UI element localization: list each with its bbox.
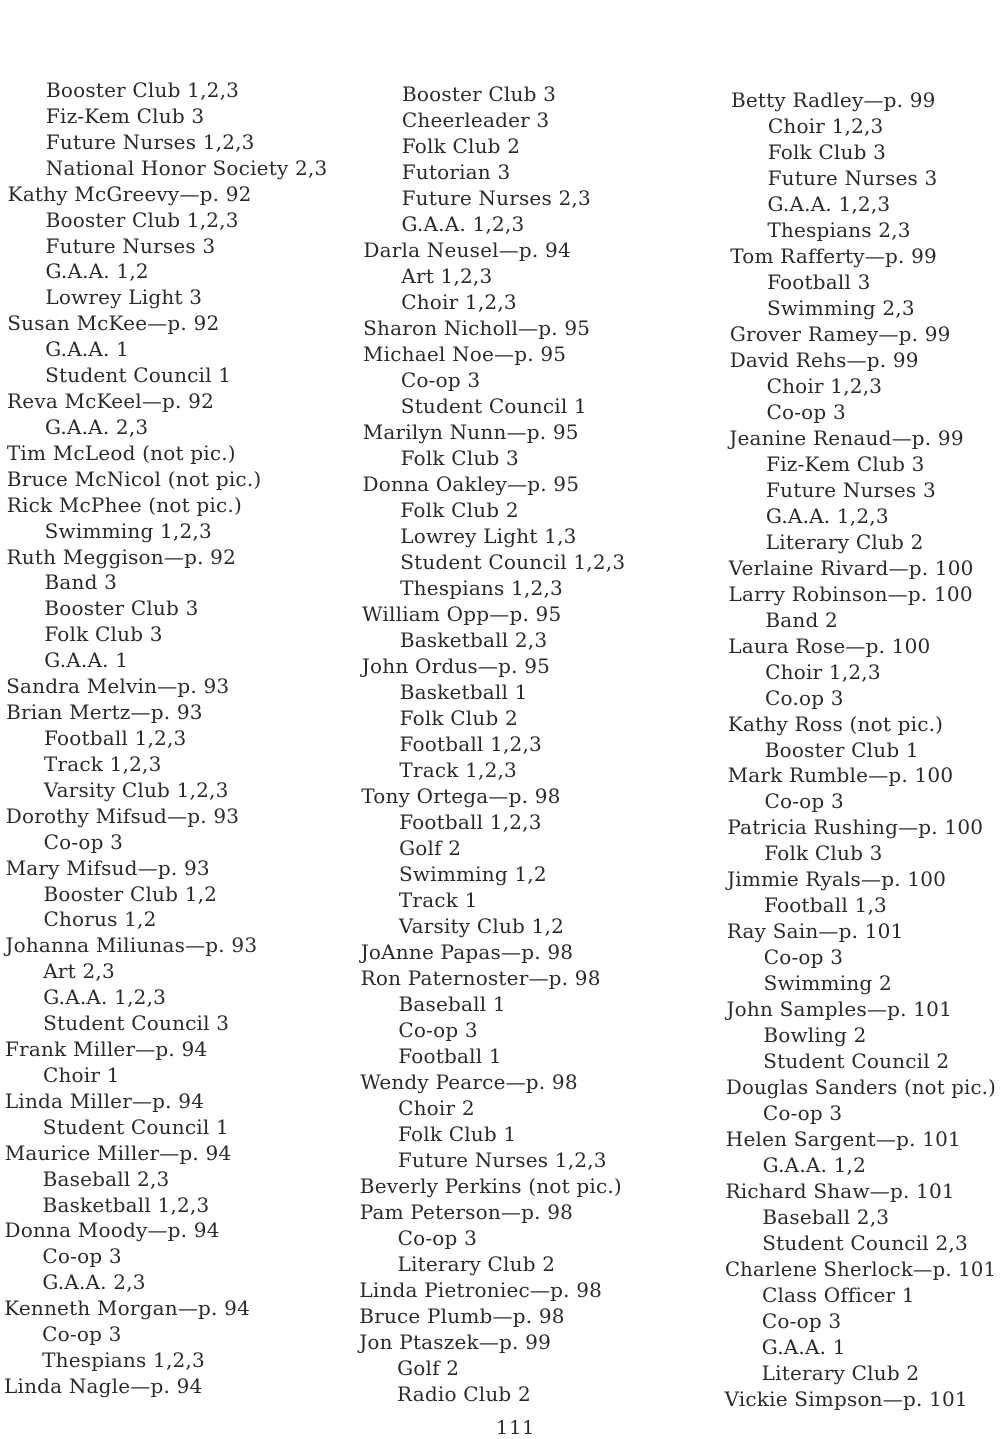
- activity-entry: Folk Club 1: [398, 1122, 517, 1146]
- activity-entry: Booster Club 1,2,3: [45, 207, 239, 232]
- activity-entry: Varsity Club 1,2: [398, 914, 564, 938]
- activity-entry: Thespians 1,2,3: [400, 576, 563, 600]
- activity-entry: Radio Club 2: [397, 1382, 531, 1406]
- student-name: Reva McKeel—p. 92: [7, 389, 215, 414]
- activity-entry: Co-op 3: [400, 368, 481, 392]
- activity-entry: G.A.A. 1: [45, 337, 130, 362]
- activity-entry: Swimming 2: [763, 971, 892, 996]
- activity-entry: Lowrey Light 1,3: [400, 524, 577, 548]
- student-name: Donna Oakley—p. 95: [362, 472, 580, 496]
- student-name: David Rehs—p. 99: [729, 347, 919, 372]
- activity-entry: Co-op 3: [766, 399, 846, 424]
- activity-entry: Chorus 1,2: [43, 907, 157, 932]
- activity-entry: G.A.A. 1,2: [45, 259, 149, 284]
- activity-entry: Choir 2: [398, 1096, 475, 1120]
- student-name: Michael Noe—p. 95: [363, 342, 567, 366]
- activity-entry: G.A.A. 1,2,3: [765, 503, 889, 528]
- activity-entry: Track 1: [398, 888, 478, 912]
- activity-entry: Folk Club 3: [767, 139, 887, 164]
- student-name: Sandra Melvin—p. 93: [6, 674, 230, 699]
- activity-entry: Basketball 1,2,3: [42, 1192, 210, 1217]
- activity-entry: Future Nurses 1,2,3: [45, 129, 255, 154]
- student-name: Bruce Plumb—p. 98: [359, 1304, 565, 1328]
- student-name: Jon Ptaszek—p. 99: [359, 1330, 552, 1354]
- page-number: 111: [496, 1417, 536, 1439]
- student-name: John Ordus—p. 95: [361, 654, 551, 678]
- activity-entry: Art 1,2,3: [401, 264, 493, 288]
- activity-entry: Co-op 3: [398, 1018, 478, 1042]
- activity-entry: Future Nurses 1,2,3: [397, 1148, 607, 1172]
- activity-entry: Basketball 1: [399, 680, 528, 704]
- activity-entry: Basketball 2,3: [399, 628, 548, 652]
- activity-entry: Football 1,2,3: [399, 732, 542, 756]
- student-name: Charlene Sherlock—p. 101: [725, 1257, 997, 1282]
- student-name: Dorothy Mifsud—p. 93: [5, 803, 240, 828]
- student-name: Donna Moody—p. 94: [4, 1218, 220, 1243]
- student-name: Tom Rafferty—p. 99: [730, 243, 937, 268]
- activity-entry: Literary Club 2: [761, 1361, 920, 1386]
- activity-entry: Student Council 1: [400, 394, 587, 418]
- activity-entry: Class Officer 1: [762, 1283, 915, 1308]
- student-name: Richard Shaw—p. 101: [725, 1179, 955, 1204]
- activity-entry: National Honor Society 2,3: [45, 155, 328, 180]
- student-name: Mary Mifsud—p. 93: [5, 855, 210, 880]
- activity-entry: G.A.A. 1,2,3: [401, 212, 525, 236]
- activity-entry: Co-op 3: [397, 1226, 478, 1250]
- student-name: Ray Sain—p. 101: [726, 919, 904, 944]
- activity-entry: Football 1,2,3: [399, 810, 542, 834]
- activity-entry: Co-op 3: [762, 1101, 843, 1126]
- student-name: Beverly Perkins (not pic.): [359, 1174, 622, 1198]
- activity-entry: Co-op 3: [764, 789, 844, 814]
- activity-entry: Thespians 2,3: [767, 217, 911, 242]
- activity-entry: Football 1,3: [763, 893, 887, 918]
- student-name: Rick McPhee (not pic.): [6, 492, 242, 517]
- activity-entry: Folk Club 2: [400, 498, 519, 522]
- student-name: Helen Sargent—p. 101: [725, 1127, 961, 1152]
- activity-entry: Football 3: [767, 269, 871, 294]
- student-name: Mark Rumble—p. 100: [727, 763, 954, 788]
- activity-entry: Student Council 2,3: [762, 1231, 968, 1256]
- student-name: Linda Miller—p. 94: [4, 1088, 205, 1113]
- activity-entry: Folk Club 3: [400, 446, 519, 470]
- activity-entry: Choir 1,2,3: [765, 659, 881, 684]
- activity-entry: Booster Club 1,2,3: [46, 78, 240, 102]
- activity-entry: G.A.A. 1: [44, 648, 129, 673]
- student-name: Bruce McNicol (not pic.): [6, 466, 262, 491]
- activity-entry: Student Council 2: [763, 1049, 950, 1074]
- activity-entry: G.A.A. 2,3: [42, 1270, 146, 1295]
- activity-entry: Co-op 3: [42, 1322, 122, 1347]
- activity-entry: G.A.A. 1,2,3: [767, 191, 891, 216]
- student-name: John Samples—p. 101: [726, 997, 952, 1022]
- activity-entry: Booster Club 1,2: [43, 881, 218, 906]
- activity-entry: Golf 2: [397, 1356, 460, 1380]
- activity-entry: Student Council 1: [42, 1114, 229, 1139]
- student-name: Jeanine Renaud—p. 99: [729, 425, 964, 450]
- activity-entry: Football 1: [398, 1044, 502, 1068]
- student-name: Frank Miller—p. 94: [5, 1037, 208, 1062]
- student-name: Sharon Nicholl—p. 95: [363, 316, 591, 340]
- student-name: Laura Rose—p. 100: [728, 633, 931, 658]
- activity-entry: Booster Club 3: [44, 596, 199, 621]
- activity-entry: Thespians 1,2,3: [42, 1348, 205, 1373]
- student-name: Linda Pietroniec—p. 98: [359, 1278, 603, 1302]
- activity-entry: Co-op 3: [763, 945, 844, 970]
- activity-entry: G.A.A. 1: [761, 1335, 846, 1360]
- activity-entry: Student Council 3: [43, 1011, 230, 1036]
- student-name: Brian Mertz—p. 93: [6, 700, 203, 725]
- activity-entry: Baseball 1: [398, 992, 506, 1016]
- activity-entry: Folk Club 3: [764, 841, 883, 866]
- activity-entry: Future Nurses 3: [767, 165, 938, 190]
- activity-entry: Choir 1,2,3: [401, 290, 517, 314]
- student-name: Ruth Meggison—p. 92: [6, 544, 237, 569]
- activity-entry: Future Nurses 3: [766, 477, 936, 502]
- activity-entry: Folk Club 3: [44, 622, 163, 647]
- activity-entry: Lowrey Light 3: [45, 285, 203, 310]
- activity-entry: Co.op 3: [765, 685, 844, 710]
- activity-entry: Fiz-Kem Club 3: [45, 103, 205, 128]
- student-name: Susan McKee—p. 92: [7, 311, 220, 336]
- student-name: Maurice Miller—p. 94: [4, 1140, 232, 1165]
- activity-entry: Art 2,3: [43, 959, 115, 984]
- activity-entry: Swimming 1,2,3: [44, 518, 212, 543]
- student-name: Verlaine Rivard—p. 100: [728, 555, 974, 580]
- student-name: Betty Radley—p. 99: [731, 88, 936, 112]
- student-name: Kathy McGreevy—p. 92: [7, 181, 252, 206]
- student-name: William Opp—p. 95: [362, 602, 562, 626]
- student-name: Vickie Simpson—p. 101: [724, 1387, 968, 1411]
- activity-entry: Literary Club 2: [765, 529, 924, 554]
- student-name: Patricia Rushing—p. 100: [727, 815, 984, 840]
- activity-entry: Futorian 3: [401, 160, 511, 184]
- activity-entry: Cheerleader 3: [401, 108, 550, 132]
- activity-entry: Football 1,2,3: [44, 726, 187, 750]
- student-name: Kathy Ross (not pic.): [727, 711, 944, 736]
- student-name: Grover Ramey—p. 99: [729, 321, 951, 346]
- activity-entry: Track 1,2,3: [399, 758, 517, 782]
- activity-entry: Swimming 1,2: [399, 862, 547, 886]
- student-name: Darla Neusel—p. 94: [363, 238, 571, 262]
- activity-entry: Literary Club 2: [397, 1252, 556, 1276]
- activity-entry: Booster Club 3: [402, 82, 557, 106]
- activity-entry: Bowling 2: [763, 1023, 867, 1048]
- activity-entry: Baseball 2,3: [762, 1205, 890, 1230]
- student-name: Johanna Miliunas—p. 93: [5, 933, 258, 958]
- activity-entry: Swimming 2,3: [766, 295, 915, 320]
- student-name: Linda Nagle—p. 94: [4, 1374, 203, 1398]
- activity-entry: Future Nurses 3: [45, 233, 216, 258]
- activity-entry: G.A.A. 1,2,3: [43, 985, 167, 1010]
- student-name: Tony Ortega—p. 98: [361, 784, 561, 808]
- activity-entry: Co-op 3: [43, 829, 124, 854]
- student-name: Larry Robinson—p. 100: [728, 581, 973, 606]
- student-name: Marilyn Nunn—p. 95: [362, 420, 579, 444]
- activity-entry: Choir 1,2,3: [766, 373, 883, 398]
- activity-entry: Varsity Club 1,2,3: [43, 777, 229, 802]
- activity-entry: Booster Club 1: [764, 737, 919, 762]
- activity-entry: Choir 1,2,3: [767, 113, 884, 138]
- student-name: Ron Paternoster—p. 98: [360, 966, 601, 990]
- activity-entry: Choir 1: [42, 1062, 120, 1087]
- activity-entry: Student Council 1,2,3: [400, 550, 626, 574]
- activity-entry: Band 2: [765, 607, 838, 632]
- activity-entry: Co-op 3: [761, 1309, 842, 1334]
- activity-entry: Fiz-Kem Club 3: [766, 451, 925, 476]
- activity-entry: Future Nurses 2,3: [401, 186, 591, 210]
- activity-entry: G.A.A. 2,3: [44, 414, 149, 439]
- activity-entry: Co-op 3: [42, 1244, 122, 1269]
- activity-entry: Folk Club 2: [401, 134, 521, 158]
- student-name: JoAnne Papas—p. 98: [360, 940, 574, 964]
- activity-entry: Band 3: [44, 570, 118, 595]
- student-name: Jimmie Ryals—p. 100: [727, 867, 947, 892]
- activity-entry: Student Council 1: [45, 363, 232, 388]
- activity-entry: G.A.A. 1,2: [762, 1153, 867, 1178]
- student-name: Tim McLeod (not pic.): [6, 440, 236, 465]
- student-name: Wendy Pearce—p. 98: [360, 1070, 578, 1094]
- activity-entry: Baseball 2,3: [42, 1166, 170, 1191]
- student-name: Kenneth Morgan—p. 94: [4, 1296, 251, 1321]
- student-name: Douglas Sanders (not pic.): [726, 1075, 997, 1100]
- student-name: Pam Peterson—p. 98: [359, 1200, 574, 1224]
- activity-entry: Track 1,2,3: [43, 751, 162, 776]
- activity-entry: Golf 2: [399, 836, 462, 860]
- activity-entry: Folk Club 2: [399, 706, 518, 730]
